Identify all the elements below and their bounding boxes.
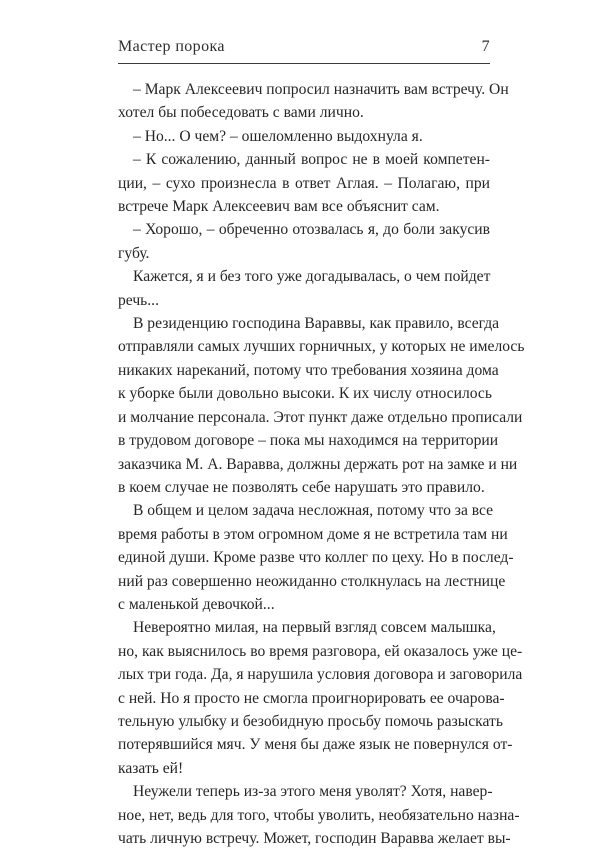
text-line: к уборке были довольно высоки. К их числу относилось [118, 385, 492, 403]
text-line: заказчика М. А. Варавва, должны держать рот на замке и ни [118, 455, 518, 473]
header-rule [118, 63, 490, 64]
text-line: потерявшийся мяч. У меня бы даже язык не повернулся от- [118, 736, 513, 754]
text-line: в трудовом договоре – пока мы находимся на территории [118, 432, 499, 450]
text-line: Невероятно милая, на первый взгляд совсем малышка, [133, 619, 496, 637]
text-line: губу. [118, 244, 150, 262]
text-line: время работы в этом огромном доме я не встретила там ни [118, 525, 508, 543]
text-line: чать личную встречу. Может, господин Варавва желает вы- [118, 830, 511, 847]
text-line: встрече Марк Алексеевич вам все объяснит сам. [118, 198, 440, 216]
text-line: никаких нареканий, потому что требования хозяина дома [118, 361, 499, 379]
text-line: Кажется, я и без того уже догадывалась, о чем пойдет [133, 268, 491, 286]
text-line: и молчание персонала. Этот пункт даже отдельно прописали [118, 408, 523, 426]
text-line: речь... [118, 291, 159, 309]
text-line: – К сожалению, данный вопрос не в моей компетен- [133, 151, 490, 169]
text-line: ний раз совершенно неожиданно столкнулась на лестнице [118, 572, 506, 590]
text-line: с маленькой девочкой... [118, 595, 275, 613]
text-line: ции, – сухо произнесла в ответ Аглая. – Полагаю, при [118, 174, 490, 192]
text-line: Неужели теперь из-за этого меня уволят? Хотя, навер- [133, 783, 493, 801]
text-line: тельную улыбку и безобидную просьбу помочь разыскать [118, 712, 503, 730]
page-body-text [118, 78, 525, 850]
text-line: В резиденцию господина Вараввы, как правило, всегда [133, 315, 500, 333]
text-line: в коем случае не позволять себе нарушать это правило. [118, 478, 485, 496]
text-line: но, как выяснилось во время разговора, ей оказалось уже це- [118, 642, 523, 660]
running-header [118, 38, 490, 56]
text-line: – Хорошо, – обреченно отозвалась я, до боли закусив [133, 221, 490, 239]
text-line: ное, нет, ведь для того, чтобы уволить, необязательно назна- [118, 806, 520, 824]
text-line: – Марк Алексеевич попросил назначить вам встречу. Он [133, 81, 509, 98]
text-line: В общем и целом задача несложная, потому что за все [133, 502, 494, 520]
text-line: лых три года. Да, я нарушила условия договора и заговорила [118, 666, 523, 684]
text-line: – Но... О чем? – ошеломленно выдохнула я. [133, 127, 423, 145]
text-line: хотел бы побеседовать с вами лично. [118, 104, 364, 122]
book-title: Мастер порока [118, 38, 225, 55]
page-number: 7 [481, 38, 490, 55]
text-line: казать ей! [118, 759, 184, 777]
text-line: отправляли самых лучших горничных, у которых не имелось [118, 338, 525, 356]
text-line: с ней. Но я просто не смогла проигнорировать ее очарова- [118, 689, 505, 707]
text-line: единой души. Кроме разве что коллег по цеху. Но в послед- [118, 549, 514, 567]
